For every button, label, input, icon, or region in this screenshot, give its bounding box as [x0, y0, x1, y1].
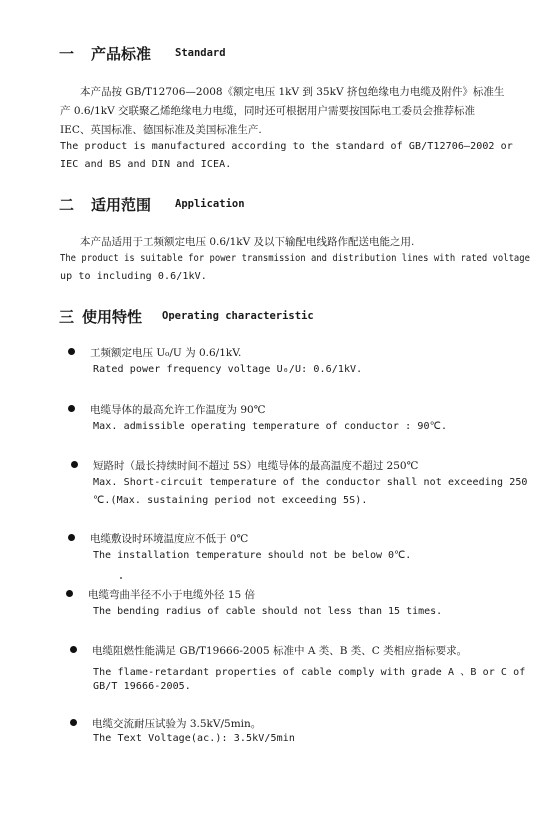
characteristic-zh: 电缆阻燃性能满足 GB/T19666-2005 标准中 A 类、B 类、C 类相应指标要求。	[92, 645, 468, 657]
section-2-title-en: Application	[175, 198, 245, 210]
section-1-zh-line: IEC、英国标准、德国标准及美国标准生产.	[60, 124, 262, 136]
section-1-title-en: Standard	[175, 47, 226, 59]
bullet-icon	[66, 590, 73, 597]
section-1-en-line: The product is manufactured according to the standard of GB/T12706—2002 or	[60, 141, 513, 152]
characteristic-en: Max. admissible operating temperature of conductor : 90℃.	[93, 421, 448, 432]
characteristic-en: The flame-retardant properties of cable comply with grade A 、B or C of	[93, 667, 526, 678]
section-1-zh-line: 本产品按 GB/T12706—2008《额定电压 1kV 到 35kV 挤包绝缘电力电缆及附件》标准生	[80, 86, 505, 98]
characteristic-en: The bending radius of cable should not less than 15 times.	[93, 606, 443, 617]
section-1-number: 一	[59, 45, 75, 63]
bullet-icon	[68, 534, 75, 541]
characteristic-zh: 工频额定电压 U₀/U 为 0.6/1kV.	[90, 347, 242, 359]
characteristic-zh: 电缆敷设时环境温度应不低于 0℃	[90, 533, 249, 545]
section-2-title-zh: 适用范围	[91, 196, 152, 214]
section-2-zh-line: 本产品适用于工频额定电压 0.6/1kV 及以下输配电线路作配送电能之用.	[80, 236, 415, 248]
characteristic-en: Max. Short-circuit temperature of the conductor shall not exceeding 250	[93, 477, 528, 488]
section-2-en-line: up to including 0.6/1kV.	[60, 271, 207, 282]
section-1-zh-line: 产 0.6/1kV 交联聚乙烯绝缘电力电缆，同时还可根据用户需要按国际电工委员会推荐标准	[60, 105, 476, 117]
characteristic-en: Rated power frequency voltage U₀/U: 0.6/1kV.	[93, 364, 363, 375]
characteristic-zh: 电缆交流耐压试验为 3.5kV/5min。	[92, 718, 262, 730]
section-1-title-zh: 产品标准	[91, 45, 152, 63]
section-2-en-line: The product is suitable for power transmission and distribution lines with rated voltage	[60, 253, 530, 264]
bullet-icon	[68, 405, 75, 412]
characteristic-zh: 电缆弯曲半径不小于电缆外径 15 倍	[88, 589, 256, 601]
section-3-number: 三	[59, 308, 75, 326]
section-2-number: 二	[59, 196, 75, 214]
characteristic-en: The Text Voltage(ac.): 3.5kV/5min	[93, 733, 295, 744]
characteristic-zh: 电缆导体的最高允许工作温度为 90℃	[90, 404, 266, 416]
section-3-title-zh: 使用特性	[82, 308, 143, 326]
section-3-title-en: Operating characteristic	[162, 310, 314, 322]
stray-dot	[120, 577, 122, 579]
characteristic-en: GB/T 19666-2005.	[93, 681, 191, 692]
section-1-en-line: IEC and BS and DIN and ICEA.	[60, 159, 232, 170]
characteristic-en: The installation temperature should not be below 0℃.	[93, 550, 412, 561]
bullet-icon	[70, 646, 77, 653]
characteristic-zh: 短路时（最长持续时间不超过 5S）电缆导体的最高温度不超过 250℃	[93, 460, 419, 472]
characteristic-en: ℃.(Max. sustaining period not exceeding 5S).	[93, 495, 368, 506]
bullet-icon	[68, 348, 75, 355]
bullet-icon	[71, 461, 78, 468]
bullet-icon	[70, 719, 77, 726]
